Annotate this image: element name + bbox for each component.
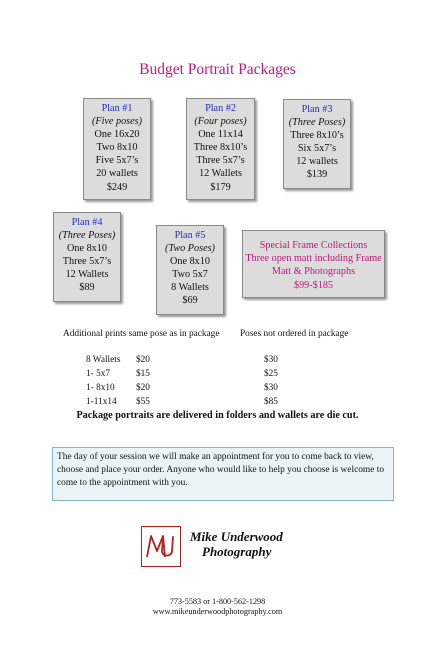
additional-header-not: Poses not ordered in package bbox=[240, 329, 349, 339]
plan-5-box bbox=[156, 225, 224, 315]
plan-3-item: Three 8x10’s bbox=[290, 130, 344, 142]
delivery-note: Package portraits are delivered in folders and wallets are die cut. bbox=[76, 410, 359, 421]
price-row-item: 8 Wallets bbox=[86, 355, 121, 365]
price-row-same: $20 bbox=[136, 383, 150, 393]
plan-2-item: One 11x14 bbox=[198, 129, 243, 141]
session-note-box bbox=[52, 447, 394, 501]
plan-3-price: $139 bbox=[306, 169, 328, 181]
price-row-not: $30 bbox=[264, 383, 278, 393]
plan-4-item: One 8x10 bbox=[67, 243, 107, 255]
price-row-not: $85 bbox=[264, 397, 278, 407]
plan-5-item: One 8x10 bbox=[170, 256, 210, 268]
plan-1-price: $249 bbox=[106, 181, 128, 193]
plan-1-item: One 16x20 bbox=[94, 129, 140, 141]
plan-1-box bbox=[83, 98, 151, 200]
plan-5-name: Plan #5 bbox=[174, 230, 206, 241]
contact-phone: 773-5583 or 1-800-562-1298 bbox=[169, 597, 266, 606]
plan-4-poses: (Three Poses) bbox=[58, 230, 116, 242]
plan-2-box bbox=[186, 98, 255, 200]
price-row bbox=[0, 355, 435, 368]
plan-3-box bbox=[283, 99, 351, 189]
plan-5-poses: (Two Poses) bbox=[165, 243, 215, 255]
price-row-same: $55 bbox=[136, 397, 150, 407]
special-line-1: Special Frame Collections bbox=[259, 240, 368, 251]
plan-4-item: 12 Wallets bbox=[65, 269, 109, 281]
special-price: $99-$185 bbox=[293, 279, 334, 291]
plan-4-item: Three 5x7’s bbox=[62, 256, 112, 268]
plan-2-item: Three 8x10’s bbox=[193, 142, 248, 154]
plan-1-item: Five 5x7’s bbox=[95, 155, 139, 167]
plan-4-box bbox=[53, 212, 121, 302]
price-row-item: 1- 5x7 bbox=[86, 369, 111, 379]
contact-info bbox=[0, 597, 435, 617]
session-note-text: The day of your session we will make an appointment for you to come back to view, choose and place your order. Anyone who would like to help you choose is welcome to come to the appointment with you. bbox=[57, 452, 385, 489]
plan-2-item: 12 Wallets bbox=[199, 168, 242, 180]
plan-1-item: Two 8x10 bbox=[96, 142, 138, 154]
logo-monogram bbox=[141, 526, 181, 567]
special-frame-box bbox=[242, 230, 385, 298]
plan-1-poses: (Five poses) bbox=[91, 116, 143, 128]
plan-3-item: 12 wallets bbox=[296, 156, 338, 168]
plan-5-price: $69 bbox=[182, 295, 198, 307]
price-row-item: 1- 8x10 bbox=[86, 383, 115, 393]
page-title: Budget Portrait Packages bbox=[139, 61, 296, 78]
plan-2-item: Three 5x7’s bbox=[196, 155, 245, 167]
plan-2-name: Plan #2 bbox=[205, 103, 236, 114]
plan-2-price: $179 bbox=[210, 181, 231, 193]
plan-5-item: 8 Wallets bbox=[171, 282, 209, 294]
special-line-3: Matt & Photographs bbox=[271, 266, 356, 278]
mu-monogram-icon bbox=[142, 527, 180, 565]
plan-3-poses: (Three Poses) bbox=[288, 117, 346, 129]
plan-4-name: Plan #4 bbox=[71, 217, 103, 228]
price-row bbox=[0, 369, 435, 382]
plan-1-item: 20 wallets bbox=[96, 168, 138, 180]
plan-1-name: Plan #1 bbox=[101, 103, 133, 114]
logo-line-2: Photography bbox=[202, 544, 272, 559]
logo-line-1: Mike Underwood bbox=[190, 529, 283, 544]
logo-wordmark bbox=[190, 529, 283, 559]
plan-3-item: Six 5x7’s bbox=[297, 143, 337, 155]
price-row bbox=[0, 397, 435, 410]
plan-4-price: $89 bbox=[79, 282, 95, 294]
price-row-not: $25 bbox=[264, 369, 278, 379]
price-row-same: $15 bbox=[136, 369, 150, 379]
special-line-2: Three open matt including Frame bbox=[245, 253, 382, 265]
additional-header-same: Additional prints same pose as in package bbox=[63, 329, 220, 339]
price-row-not: $30 bbox=[264, 355, 278, 365]
plan-5-item: Two 5x7 bbox=[172, 269, 208, 281]
price-row bbox=[0, 383, 435, 396]
plan-2-poses: (Four poses) bbox=[194, 116, 247, 128]
plan-3-name: Plan #3 bbox=[301, 104, 333, 115]
price-row-same: $20 bbox=[136, 355, 150, 365]
contact-website[interactable]: www.mikeunderwoodphotography.com bbox=[152, 607, 283, 616]
price-row-item: 1-11x14 bbox=[86, 397, 117, 407]
